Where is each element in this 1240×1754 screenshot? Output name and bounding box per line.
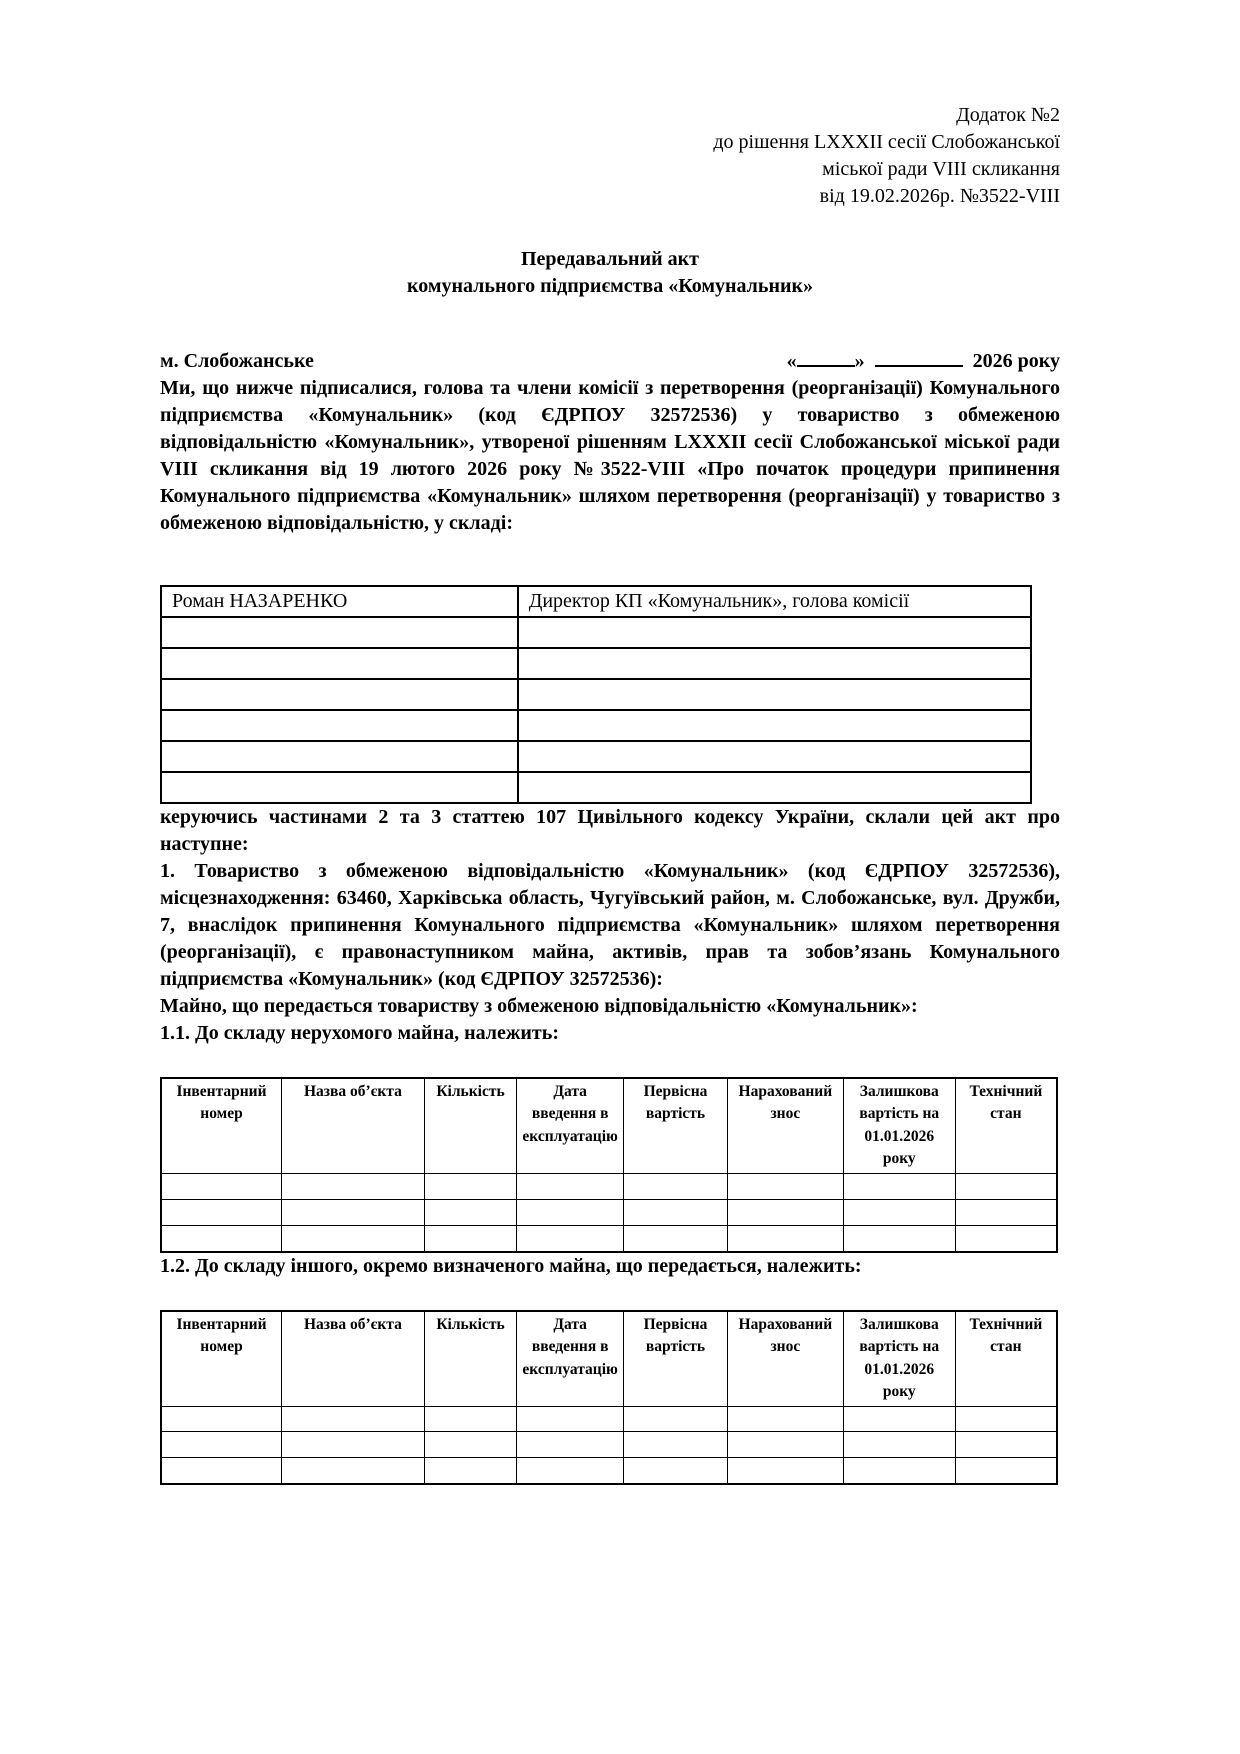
document-title — [160, 246, 1060, 300]
commission-member-name: Роман НАЗАРЕНКО — [161, 586, 518, 617]
empty-table-cell — [424, 1173, 516, 1199]
empty-table-cell — [843, 1199, 955, 1225]
annex-line: Додаток №2 — [956, 104, 1060, 126]
empty-table-cell — [161, 741, 518, 772]
table-header-row — [161, 1078, 1057, 1173]
empty-table-cell — [955, 1406, 1057, 1432]
empty-table-cell — [281, 1199, 424, 1225]
commission-members-table — [160, 585, 1032, 804]
column-header: Нарахований знос — [727, 1078, 843, 1173]
empty-table-cell — [518, 679, 1031, 710]
empty-table-cell — [955, 1225, 1057, 1251]
empty-table-cell — [624, 1458, 728, 1484]
commission-member-position: Директор КП «Комунальник», голова комісії — [518, 586, 1031, 617]
place-label: м. Слобожанське — [160, 350, 314, 372]
column-header: Кількість — [424, 1311, 516, 1406]
other-property-table — [160, 1310, 1058, 1486]
annex-reference-block — [160, 102, 1060, 210]
column-header: Інвентарний номер — [161, 1311, 281, 1406]
empty-table-cell — [843, 1432, 955, 1458]
empty-table-cell — [624, 1225, 728, 1251]
empty-table-cell — [843, 1458, 955, 1484]
column-header: Дата введення в експлуатацію — [517, 1078, 624, 1173]
column-header: Технічний стан — [955, 1078, 1057, 1173]
empty-table-cell — [424, 1225, 516, 1251]
table-row — [161, 1225, 1057, 1251]
empty-table-cell — [518, 772, 1031, 803]
empty-table-cell — [281, 1458, 424, 1484]
empty-table-cell — [161, 1225, 281, 1251]
document-title-line1: Передавальний акт — [521, 248, 699, 270]
table-row — [161, 741, 1031, 772]
empty-table-cell — [161, 1173, 281, 1199]
section-1-2-heading: 1.2. До складу іншого, окремо визначеного майна, що передається, належить: — [160, 1254, 862, 1277]
intro-paragraph: Ми, що нижче підписалися, голова та члени комісії з перетворення (реорганізації) Комунального підприємства «Комунальник» (код ЄДРПОУ 32572536) у товариство з обмеженою відповідальністю «Комунальник», утвореної рішенням LXXXII сесії Слобожанської міської ради VIII скликання від 19 лютого 2026 року №3522-VIII «Про початок процедури припинення Комунального підприємства «Комунальник» шляхом перетворення (реорганізації) у товариство з обмеженою відповідальністю, у складі: — [160, 377, 1060, 534]
empty-table-cell — [161, 1199, 281, 1225]
empty-table-cell — [727, 1225, 843, 1251]
empty-table-cell — [161, 1406, 281, 1432]
annex-line: до рішення LXXXII сесії Слобожанської — [713, 131, 1060, 153]
table-row — [161, 1173, 1057, 1199]
empty-table-cell — [518, 741, 1031, 772]
empty-table-cell — [727, 1173, 843, 1199]
commission-table-body — [161, 586, 1031, 803]
table-row — [161, 1406, 1057, 1432]
column-header: Первісна вартість — [624, 1311, 728, 1406]
annex-line: міської ради VIII скликання — [822, 158, 1060, 180]
empty-table-cell — [624, 1199, 728, 1225]
empty-table-cell — [517, 1173, 624, 1199]
empty-table-cell — [424, 1458, 516, 1484]
open-quote: « — [786, 350, 797, 372]
asset-table-body — [161, 1406, 1057, 1484]
empty-table-cell — [161, 710, 518, 741]
empty-table-cell — [161, 679, 518, 710]
empty-table-cell — [727, 1458, 843, 1484]
place-and-date-line — [160, 346, 1060, 375]
empty-table-cell — [517, 1225, 624, 1251]
empty-table-cell — [281, 1406, 424, 1432]
empty-table-cell — [727, 1199, 843, 1225]
table-row — [161, 1458, 1057, 1484]
table-row — [161, 648, 1031, 679]
empty-table-cell — [517, 1199, 624, 1225]
table-row — [161, 1199, 1057, 1225]
empty-table-cell — [518, 710, 1031, 741]
empty-table-cell — [517, 1458, 624, 1484]
empty-table-cell — [424, 1199, 516, 1225]
column-header: Залишкова вартість на 01.01.2026 року — [843, 1078, 955, 1173]
legal-basis-paragraph: керуючись частинами 2 та 3 статтею 107 Цивільного кодексу України, склали цей акт про наступне: — [160, 806, 1060, 855]
empty-table-cell — [161, 1458, 281, 1484]
empty-table-cell — [843, 1225, 955, 1251]
empty-table-cell — [727, 1406, 843, 1432]
date-blank-month — [875, 346, 963, 367]
column-header: Кількість — [424, 1078, 516, 1173]
empty-table-cell — [955, 1458, 1057, 1484]
empty-table-cell — [424, 1406, 516, 1432]
column-header: Залишкова вартість на 01.01.2026 року — [843, 1311, 955, 1406]
section-1-1-heading: 1.1. До складу нерухомого майна, належить: — [160, 1022, 559, 1044]
table-row — [161, 617, 1031, 648]
table-header-row — [161, 1311, 1057, 1406]
column-header: Первісна вартість — [624, 1078, 728, 1173]
column-header: Технічний стан — [955, 1311, 1057, 1406]
property-intro-paragraph: Майно, що передається товариству з обмеженою відповідальністю «Комунальник»: — [160, 995, 918, 1017]
column-header: Дата введення в експлуатацію — [517, 1311, 624, 1406]
empty-table-cell — [624, 1406, 728, 1432]
empty-table-cell — [517, 1432, 624, 1458]
date-blank-day — [797, 346, 855, 367]
table-row — [161, 679, 1031, 710]
close-quote: » — [854, 350, 865, 372]
empty-table-cell — [161, 1432, 281, 1458]
empty-table-cell — [517, 1406, 624, 1432]
empty-table-cell — [843, 1173, 955, 1199]
annex-line: від 19.02.2026р. №3522-VIII — [819, 185, 1060, 207]
column-header: Назва об’єкта — [281, 1311, 424, 1406]
column-header: Інвентарний номер — [161, 1078, 281, 1173]
asset-table-header — [161, 1311, 1057, 1406]
column-header: Назва об’єкта — [281, 1078, 424, 1173]
asset-table-body — [161, 1173, 1057, 1251]
empty-table-cell — [161, 648, 518, 679]
empty-table-cell — [843, 1406, 955, 1432]
empty-table-cell — [955, 1199, 1057, 1225]
table-row — [161, 586, 1031, 617]
empty-table-cell — [727, 1432, 843, 1458]
empty-table-cell — [424, 1432, 516, 1458]
empty-table-cell — [161, 772, 518, 803]
asset-table-header — [161, 1078, 1057, 1173]
empty-table-cell — [518, 617, 1031, 648]
table-row — [161, 772, 1031, 803]
date-fill-in — [787, 346, 1060, 375]
column-header: Нарахований знос — [727, 1311, 843, 1406]
empty-table-cell — [624, 1173, 728, 1199]
year-label: 2026 року — [972, 350, 1060, 372]
empty-table-cell — [281, 1225, 424, 1251]
immovable-property-table — [160, 1077, 1058, 1253]
table-row — [161, 1432, 1057, 1458]
empty-table-cell — [518, 648, 1031, 679]
table-row — [161, 710, 1031, 741]
empty-table-cell — [161, 617, 518, 648]
empty-table-cell — [624, 1432, 728, 1458]
item-1-paragraph: 1. Товариство з обмеженою відповідальністю «Комунальник» (код ЄДРПОУ 32572536), місцезнаходження: 63460, Харківська область, Чугуївський район, м. Слобожанське, вул. Дружби, 7, внаслідок припинення Комунального підприємства «Комунальник» шляхом перетворення (реорганізації), є правонаступником майна, активів, прав та зобов’язань Комунального підприємства «Комунальник» (код ЄДРПОУ 32572536): — [160, 860, 1060, 990]
document-title-line2: комунального підприємства «Комунальник» — [406, 275, 814, 297]
empty-table-cell — [955, 1173, 1057, 1199]
empty-table-cell — [955, 1432, 1057, 1458]
empty-table-cell — [281, 1432, 424, 1458]
empty-table-cell — [281, 1173, 424, 1199]
